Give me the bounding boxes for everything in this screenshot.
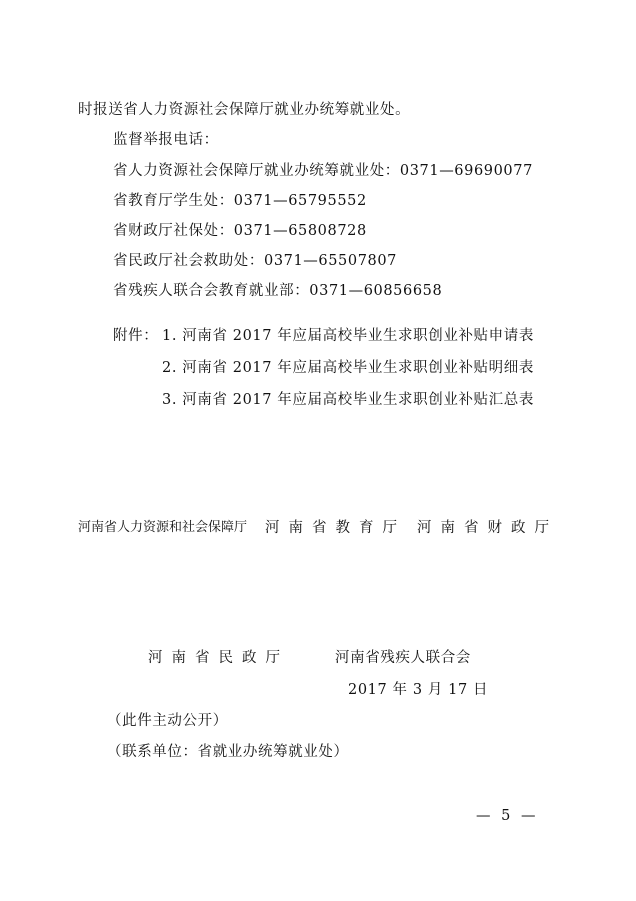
- attachment-item-1: 1. 河南省 2017 年应届高校毕业生求职创业补贴申请表: [162, 328, 534, 344]
- contact-line-hrss: 省人力资源社会保障厅就业办统筹就业处：0371—69690077: [113, 163, 533, 179]
- disclosure-note: （此件主动公开）: [107, 713, 228, 729]
- contact-line-civil-affairs: 省民政厅社会救助处：0371—65507807: [113, 253, 398, 269]
- signature-civil-affairs: 河南省民政厅: [148, 650, 289, 666]
- signature-hrss: 河南省人力资源和社会保障厅: [78, 520, 248, 535]
- signature-education: 河南省教育厅: [265, 520, 406, 536]
- page-number: — 5 —: [476, 808, 539, 824]
- attachments-label: 附件：: [113, 328, 159, 344]
- contact-line-disabled-federation: 省残疾人联合会教育就业部：0371—60856658: [113, 283, 443, 299]
- contact-line-finance: 省财政厅社保处：0371—65808728: [113, 223, 367, 239]
- body-continuation: 时报送省人力资源社会保障厅就业办统筹就业处。: [78, 102, 411, 118]
- issue-date: 2017 年 3 月 17 日: [348, 682, 489, 698]
- hotline-title: 监督举报电话：: [113, 132, 219, 148]
- attachment-item-2: 2. 河南省 2017 年应届高校毕业生求职创业补贴明细表: [162, 360, 534, 376]
- contact-line-education: 省教育厅学生处：0371—65795552: [113, 193, 367, 209]
- attachment-item-3: 3. 河南省 2017 年应届高校毕业生求职创业补贴汇总表: [162, 392, 534, 408]
- contact-unit-note: （联系单位：省就业办统筹就业处）: [107, 744, 349, 760]
- signature-finance: 河南省财政厅: [417, 520, 558, 536]
- signature-disabled-federation: 河南省残疾人联合会: [335, 650, 471, 666]
